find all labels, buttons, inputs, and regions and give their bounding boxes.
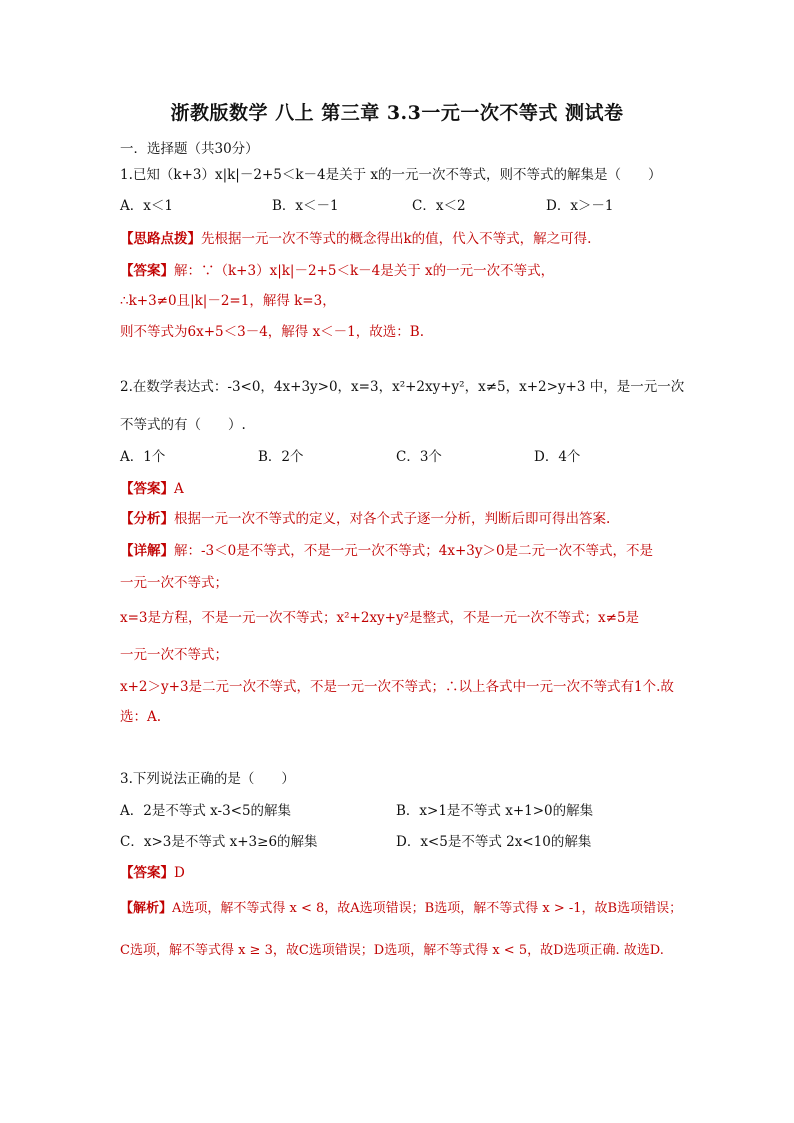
q2-stem-line1: 2.在数学表达式：-3<0，4x+3y>0，x=3，x²+2xy+y²，x≠5，x+2>y+3 中，是一元一次 — [120, 379, 685, 395]
q2-detail-line5: x+2＞y+3是二元一次不等式，不是一元一次不等式；∴以上各式中一元一次不等式有1个.故 — [120, 679, 674, 695]
q2-stem-line2: 不等式的有（ ）. — [120, 417, 246, 433]
q2-answer-tag: 【答案】 — [120, 481, 174, 497]
q2-analysis-tag: 【分析】 — [120, 511, 174, 527]
q1-option-d: D．x＞－1 — [546, 198, 614, 214]
q3-answer — [120, 864, 185, 882]
q1-answer-line2: ∴k+3≠0且|k|－2=1，解得 k=3， — [120, 293, 336, 309]
page-title: 浙教版数学 八上 第三章 3.3一元一次不等式 测试卷 — [170, 102, 624, 124]
q1-answer-line3: 则不等式为6x+5＜3－4，解得 x＜－1，故选：B. — [120, 324, 424, 340]
q3-jiexi — [120, 900, 682, 918]
q3-answer-tag: 【答案】 — [120, 865, 174, 881]
q1-answer — [120, 262, 554, 280]
q2-option-a: A．1个 — [120, 449, 166, 465]
q2-option-c: C．3个 — [396, 449, 442, 465]
q2-detail-line4: 一元一次不等式； — [120, 647, 228, 663]
q2-option-b: B．2个 — [258, 449, 304, 465]
q2-option-d: D．4个 — [534, 449, 581, 465]
q2-answer-value: A — [174, 481, 184, 497]
q2-detail-line6: 选：A. — [120, 709, 162, 725]
q3-option-a: A．2是不等式 x-3<5的解集 — [120, 803, 292, 819]
q1-option-a: A．x＜1 — [120, 198, 173, 214]
q2-detail — [120, 542, 653, 560]
q3-jiexi-line2: C选项，解不等式得 x ≥ 3，故C选项错误；D选项，解不等式得 x < 5，故D选项正确. 故选D. — [120, 943, 664, 958]
section-heading: 一．选择题（共30分） — [120, 141, 259, 157]
q1-hint — [120, 230, 591, 248]
q1-stem: 1.已知（k+3）x|k|－2+5＜k－4是关于 x的一元一次不等式，则不等式的解集是（ ） — [120, 167, 662, 183]
q1-hint-tag: 【思路点拨】 — [120, 231, 201, 247]
q2-analysis — [120, 510, 610, 528]
q2-detail-line3: x=3是方程，不是一元一次不等式；x²+2xy+y²是整式，不是一元一次不等式；x≠5是 — [120, 610, 640, 626]
q3-option-b: B．x>1是不等式 x+1>0的解集 — [396, 803, 594, 819]
q2-detail-line1: 解：-3＜0是不等式，不是一元一次不等式；4x+3y＞0是二元一次不等式，不是 — [174, 543, 654, 559]
q3-stem: 3.下列说法正确的是（ ） — [120, 771, 295, 787]
q3-option-c: C．x>3是不等式 x+3≥6的解集 — [120, 834, 318, 850]
q1-answer-line1: 解：∵（k+3）x|k|－2+5＜k－4是关于 x的一元一次不等式， — [174, 263, 555, 279]
q2-answer — [120, 480, 184, 498]
q1-option-b: B．x＜－1 — [272, 198, 339, 214]
q2-detail-line2: 一元一次不等式； — [120, 575, 228, 591]
q1-answer-tag: 【答案】 — [120, 263, 174, 279]
q1-hint-text: 先根据一元一次不等式的概念得出k的值，代入不等式，解之可得. — [201, 231, 592, 247]
q3-answer-value: D — [174, 865, 185, 881]
q3-option-d: D．x<5是不等式 2x<10的解集 — [396, 834, 592, 850]
q2-analysis-text: 根据一元一次不等式的定义，对各个式子逐一分析，判断后即可得出答案. — [174, 511, 611, 527]
q3-jiexi-tag: 【解析】 — [120, 901, 173, 916]
q2-detail-tag: 【详解】 — [120, 543, 174, 559]
q3-jiexi-line1: A选项，解不等式得 x < 8，故A选项错误；B选项，解不等式得 x > -1，故B选项错误； — [172, 901, 683, 916]
q1-option-c: C．x＜2 — [412, 198, 466, 214]
